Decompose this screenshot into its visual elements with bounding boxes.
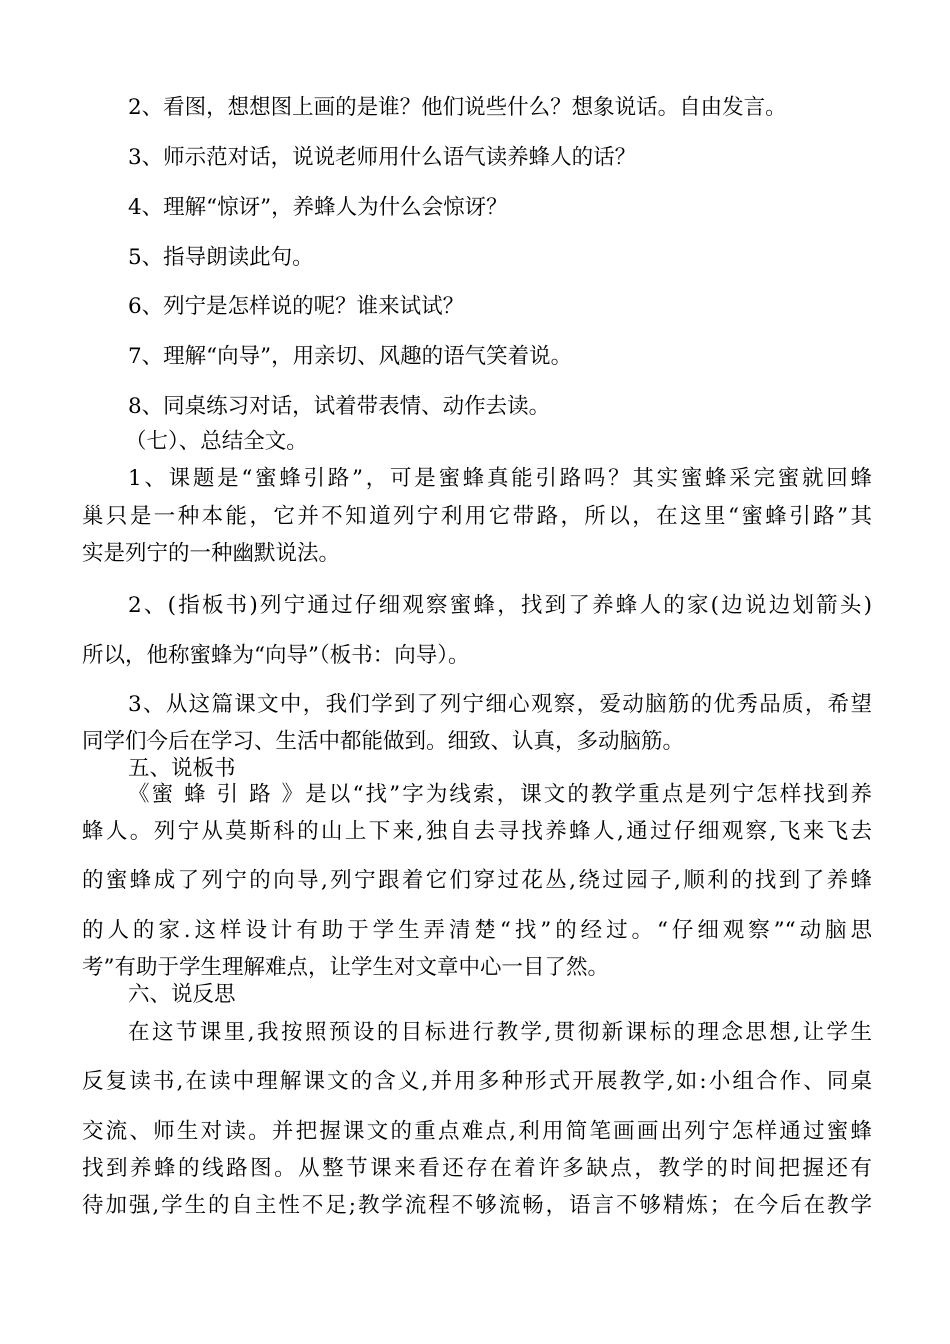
section-heading: （七）、总结全文。 xyxy=(125,429,308,454)
paragraph-line: 8、同桌练习对话，试着带表情、动作去读。 xyxy=(128,394,551,419)
paragraph-line: 《蜜 蜂 引 路 》是以“找”字为线索，课文的教学重点是列宁怎样找到养 xyxy=(128,782,872,807)
paragraph-line: 找到养蜂的线路图。从整节课来看还存在着许多缺点，教学的时间把握还有 xyxy=(82,1156,872,1181)
paragraph-line: 在这节课里,我按照预设的目标进行教学,贯彻新课标的理念思想,让学生 xyxy=(128,1020,872,1045)
paragraph-line: 2、看图，想想图上画的是谁？他们说些什么？想象说话。自由发言。 xyxy=(128,95,787,120)
paragraph-line: 3、师示范对话，说说老师用什么语气读养蜂人的话？ xyxy=(128,145,637,170)
paragraph-line: 反复读书,在读中理解课文的含义,并用多种形式开展教学,如:小组合作、同桌 xyxy=(82,1069,872,1094)
paragraph-line: 7、理解“向导”，用亲切、风趣的语气笑着说。 xyxy=(128,344,573,369)
paragraph-line: 4、理解“惊讶”，养蜂人为什么会惊讶？ xyxy=(128,195,508,220)
paragraph-line: 考”有助于学生理解难点，让学生对文章中心一目了然。 xyxy=(82,955,609,980)
paragraph-line: 实是列宁的一种幽默说法。 xyxy=(82,541,341,566)
paragraph-line: 5、指导朗读此句。 xyxy=(128,245,314,270)
paragraph-line: 巢只是一种本能，它并不知道列宁利用它带路，所以，在这里“蜜蜂引路”其 xyxy=(82,504,872,529)
paragraph-line: 蜂人。列宁从莫斯科的山上下来,独自去寻找养蜂人,通过仔细观察,飞来飞去 xyxy=(82,819,872,844)
paragraph-line: 所以，他称蜜蜂为“向导”（板书：向导）。 xyxy=(82,643,470,668)
paragraph-line: 1、课题是“蜜蜂引路”，可是蜜蜂真能引路吗？其实蜜蜂采完蜜就回蜂 xyxy=(128,466,872,491)
section-heading: 五、说板书 xyxy=(128,756,236,781)
paragraph-line: 2、(指板书)列宁通过仔细观察蜜蜂，找到了养蜂人的家(边说边划箭头) xyxy=(128,593,872,618)
paragraph-line: 待加强,学生的自主性不足;教学流程不够流畅，语言不够精炼；在今后在教学 xyxy=(82,1193,872,1218)
paragraph-line: 同学们今后在学习、生活中都能做到。细致、认真，多动脑筋。 xyxy=(82,729,685,754)
paragraph-line: 3、从这篇课文中，我们学到了列宁细心观察，爱动脑筋的优秀品质，希望 xyxy=(128,692,872,717)
section-heading: 六、说反思 xyxy=(128,982,236,1007)
paragraph-line: 6、列宁是怎样说的呢？谁来试试？ xyxy=(128,294,465,319)
paragraph-line: 交流、师生对读。并把握课文的重点难点,利用简笔画画出列宁怎样通过蜜蜂 xyxy=(82,1119,872,1144)
paragraph-line: 的人的家.这样设计有助于学生弄清楚“找”的经过。“仔细观察”“动脑思 xyxy=(82,918,872,943)
paragraph-line: 的蜜蜂成了列宁的向导,列宁跟着它们穿过花丛,绕过园子,顺利的找到了养蜂 xyxy=(82,868,872,893)
